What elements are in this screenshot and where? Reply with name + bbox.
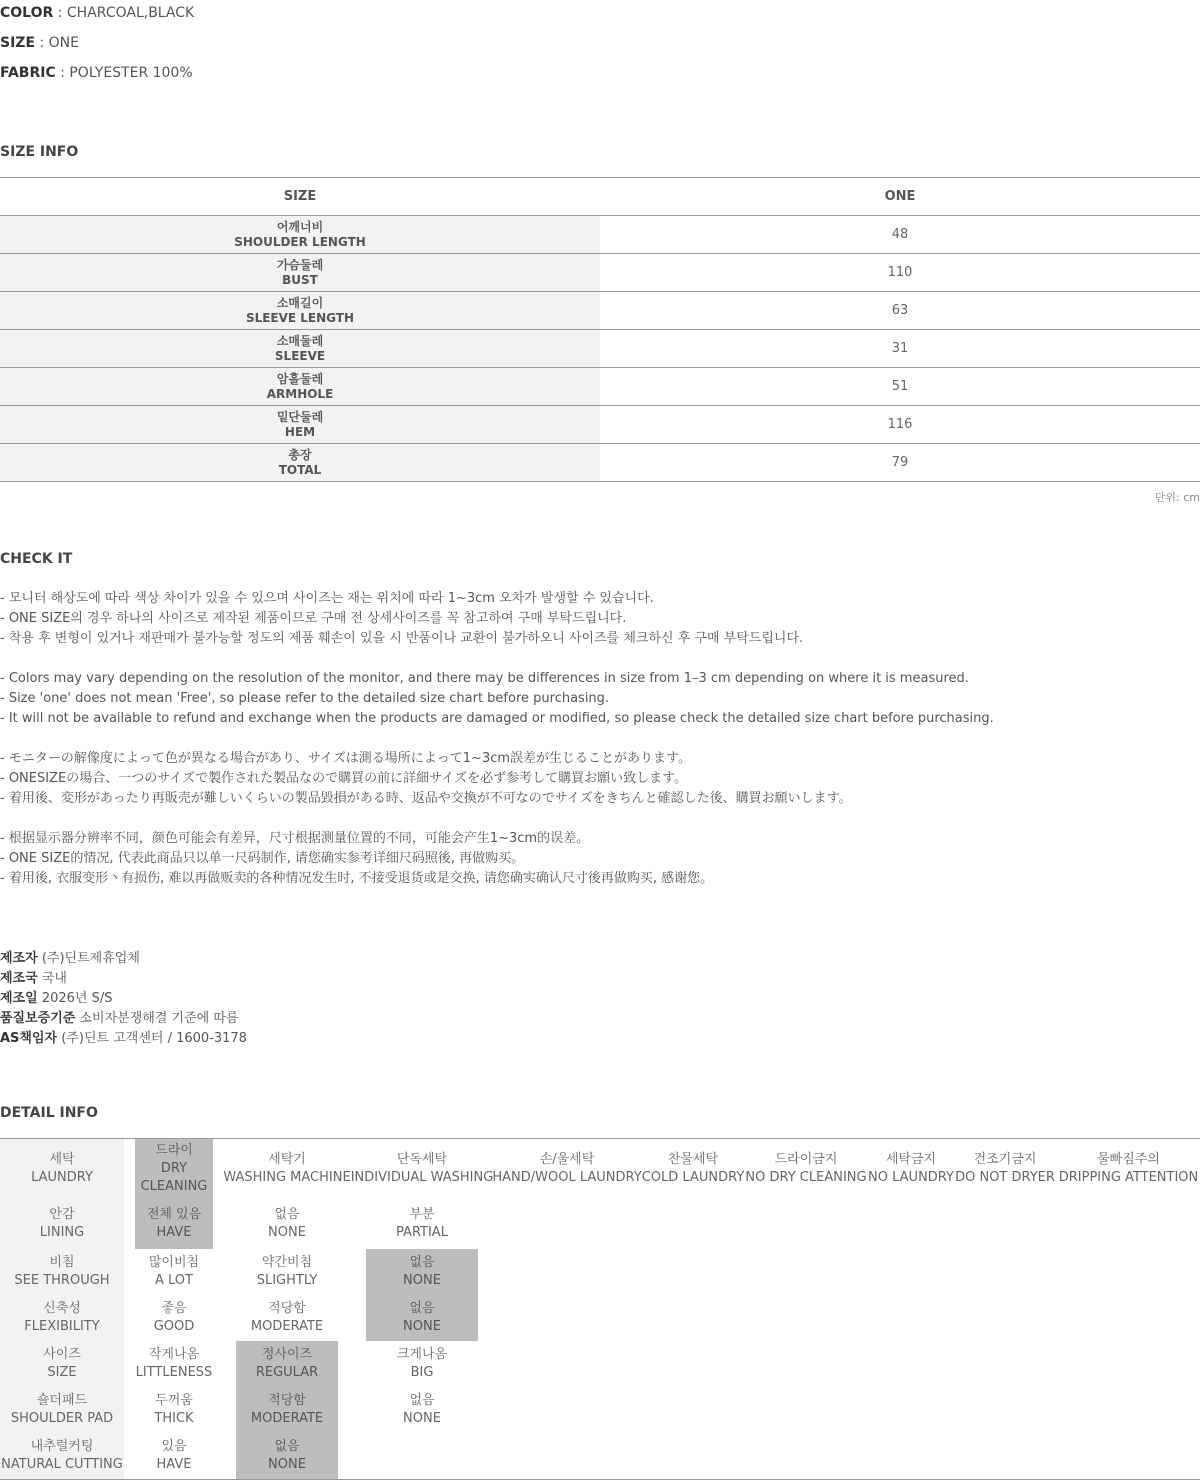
laundry-option-text: 물빠짐주의 xyxy=(1097,1152,1160,1167)
size-row-value: 48 xyxy=(891,227,909,242)
size-row xyxy=(0,330,1200,368)
laundry-label-text: 세탁 xyxy=(49,1152,75,1167)
size-row-label xyxy=(0,254,600,291)
note-line: - 着用後, 衣服变形丶有损伤, 难以再做贩卖的各种情况发生时, 不接受退货或是交换, 请您确实确认尺寸後再做购买, 感谢您。 xyxy=(0,871,714,886)
spec-value: ONE xyxy=(48,35,79,51)
detail-option-text: REGULAR xyxy=(255,1365,319,1380)
laundry-option-text: HAND/WOOL LAUNDRY xyxy=(492,1170,642,1185)
size-row-value: 31 xyxy=(891,341,909,356)
note-line: - 着用後、変形があったり再販売が難しいくらいの製品毀損がある時、返品や交換が不可なのでサイズをきちんと確認した後、購買お願いします。 xyxy=(0,791,852,806)
detail-option xyxy=(366,1199,478,1249)
date-line xyxy=(0,989,113,1009)
spec-size: SIZE : ONE xyxy=(0,35,79,51)
size-row xyxy=(0,368,1200,406)
note-line: - Size 'one' does not mean 'Free', so please refer to the detailed size chart before purchasing. xyxy=(0,691,610,706)
detail-option-text: 크게나옴 xyxy=(396,1347,448,1362)
detail-option-text: 없음 xyxy=(274,1439,300,1454)
size-table xyxy=(0,177,1200,482)
size-row-label-en: SLEEVE LENGTH xyxy=(245,310,355,325)
detail-option-text: NONE xyxy=(268,1225,306,1240)
detail-option-text: HAVE xyxy=(156,1457,192,1472)
size-row-label xyxy=(0,330,600,367)
size-row-label xyxy=(0,292,600,329)
detail-option xyxy=(236,1249,338,1295)
detail-option-text: 없음 xyxy=(409,1255,435,1270)
size-row-label-en: BUST xyxy=(282,272,318,287)
detail-option-text: PARTIAL xyxy=(396,1225,448,1240)
size-row xyxy=(0,254,1200,292)
size-header-value: ONE xyxy=(884,189,916,204)
note-line: - モニターの解像度によって色が異なる場合があり、サイズは測る場所によって1~3cm誤差が生じることがあります。 xyxy=(0,751,691,766)
detail-row-label xyxy=(0,1387,124,1433)
size-row-value: 110 xyxy=(887,265,913,280)
laundry-option xyxy=(224,1139,350,1199)
note-line: - 착용 후 변형이 있거나 재판매가 불가능할 정도의 제품 훼손이 있을 시 반품이나 교환이 불가하오니 사이즈를 체크하신 후 구매 부탁드립니다. xyxy=(0,631,804,646)
size-row-label-ko: 밑단둘레 xyxy=(276,409,324,424)
size-row-label-en: SHOULDER LENGTH xyxy=(234,234,366,249)
warranty-label: 품질보증기준 xyxy=(0,1011,76,1026)
detail-option-text: MODERATE xyxy=(250,1411,324,1426)
as-label: AS책임자 xyxy=(0,1031,58,1046)
detail-option-text: NONE xyxy=(403,1411,441,1426)
detail-option xyxy=(135,1199,213,1249)
laundry-option xyxy=(868,1139,954,1199)
detail-option-text: 부분 xyxy=(409,1207,435,1222)
laundry-option-text: 찬물세탁 xyxy=(667,1152,719,1167)
detail-option xyxy=(236,1387,338,1433)
spec-label: FABRIC xyxy=(0,65,56,81)
laundry-option-text: COLD LAUNDRY xyxy=(641,1170,745,1185)
spec-value: CHARCOAL,BLACK xyxy=(66,5,195,21)
size-row-label-en: ARMHOLE xyxy=(266,386,334,401)
detail-row-label xyxy=(0,1199,124,1249)
date-label: 제조일 xyxy=(0,991,38,1006)
size-header-label: SIZE xyxy=(0,178,600,215)
detail-option-text: A LOT xyxy=(155,1273,193,1288)
detail-option xyxy=(124,1249,224,1295)
size-row-label xyxy=(0,216,600,253)
size-row-label-en: HEM xyxy=(284,424,316,439)
detail-option-text: GOOD xyxy=(153,1319,195,1334)
size-row xyxy=(0,292,1200,330)
detail-option-text: THICK xyxy=(154,1411,194,1426)
laundry-option-text: 단독세탁 xyxy=(396,1152,448,1167)
detail-option-text: NONE xyxy=(268,1457,306,1472)
spec-fabric: FABRIC : POLYESTER 100% xyxy=(0,65,193,81)
laundry-option-text: DRIPPING ATTENTION xyxy=(1058,1170,1199,1185)
country-line xyxy=(0,969,67,989)
warranty-line xyxy=(0,1009,238,1029)
detail-option-text: 전체 있음 xyxy=(146,1207,202,1222)
detail-option-text: 좋음 xyxy=(161,1301,187,1316)
as-value: (주)딘트 고객센터 / 1600-3178 xyxy=(61,1031,247,1046)
detail-row-label-text: SEE THROUGH xyxy=(14,1273,110,1288)
detail-option-text: BIG xyxy=(410,1365,434,1380)
detail-row-label-text: 비침 xyxy=(49,1255,75,1270)
note-line: - ONE SIZE의 경우 하나의 사이즈로 제작된 제품이므로 구매 전 상세사이즈를 꼭 참고하여 구매 부탁드립니다. xyxy=(0,611,627,626)
laundry-option xyxy=(641,1139,745,1199)
size-row xyxy=(0,444,1200,482)
country-label: 제조국 xyxy=(0,971,38,986)
country-value: 국내 xyxy=(41,971,67,986)
size-row-value: 79 xyxy=(891,455,909,470)
spec-color: COLOR : CHARCOAL,BLACK xyxy=(0,5,195,21)
detail-option-text: 정사이즈 xyxy=(261,1347,313,1362)
laundry-option-text: 드라이 xyxy=(155,1143,193,1158)
detail-option xyxy=(366,1341,478,1387)
detail-option xyxy=(124,1387,224,1433)
detail-row-label-text: 안감 xyxy=(49,1207,75,1222)
size-row-label-ko: 가슴둘레 xyxy=(276,257,324,272)
laundry-option xyxy=(494,1139,640,1199)
spec-label: SIZE xyxy=(0,35,36,51)
laundry-option-text: 세탁금지 xyxy=(885,1152,937,1167)
detail-option-text: 없음 xyxy=(409,1301,435,1316)
detail-option-text: LITTLENESS xyxy=(135,1365,213,1380)
manufacturer-value: (주)딘트제휴업체 xyxy=(41,951,140,966)
laundry-option-text: 세탁기 xyxy=(268,1152,306,1167)
detail-option-text: NONE xyxy=(403,1273,441,1288)
size-row-label-ko: 소매둘레 xyxy=(276,333,324,348)
detail-row-label xyxy=(0,1295,124,1341)
laundry-label xyxy=(0,1139,124,1199)
detail-row-label-text: 내추럴커팅 xyxy=(30,1439,94,1454)
laundry-option xyxy=(135,1139,213,1199)
detail-row-label-text: 숄더패드 xyxy=(36,1393,88,1408)
detail-option-text: MODERATE xyxy=(250,1319,324,1334)
size-row xyxy=(0,406,1200,444)
size-row-label-en: TOTAL xyxy=(278,462,322,477)
size-row-label-ko: 소매길이 xyxy=(276,295,324,310)
detail-option xyxy=(236,1199,338,1249)
laundry-option-text: 손/울세탁 xyxy=(539,1152,595,1167)
detail-option xyxy=(366,1387,478,1433)
size-row-label xyxy=(0,368,600,405)
size-row-label xyxy=(0,444,600,481)
size-table-header xyxy=(0,178,1200,216)
date-value: 2026년 S/S xyxy=(41,991,113,1006)
detail-option-text: 작게나옴 xyxy=(148,1347,200,1362)
detail-row-label-text: 신축성 xyxy=(43,1301,81,1316)
detail-row-label-text: SHOULDER PAD xyxy=(10,1411,114,1426)
laundry-option-text: INDIVIDUAL WASHING xyxy=(350,1170,494,1185)
detail-option xyxy=(124,1341,224,1387)
detail-option xyxy=(366,1249,478,1295)
laundry-label-text: LAUNDRY xyxy=(31,1170,93,1185)
laundry-option-text: WASHING MACHINE xyxy=(223,1170,351,1185)
size-row-value: 116 xyxy=(887,417,913,432)
check-it-title: CHECK IT xyxy=(0,551,73,567)
warranty-value: 소비자분쟁해결 기준에 따름 xyxy=(79,1011,239,1026)
detail-option-text: 적당함 xyxy=(268,1393,306,1408)
detail-row-label xyxy=(0,1249,124,1295)
size-row-value: 63 xyxy=(891,303,909,318)
unit-note: 단위: cm xyxy=(1154,491,1200,504)
laundry-option-text: 드라이금지 xyxy=(774,1152,838,1167)
spec-value: POLYESTER 100% xyxy=(69,65,193,81)
note-line: - 모니터 해상도에 따라 색상 차이가 있을 수 있으며 사이즈는 재는 위치에 따라 1~3cm 오차가 발생할 수 있습니다. xyxy=(0,591,654,606)
note-line: - It will not be available to refund and exchange when the products are damaged or modified, so please check the detailed size chart before purchasing. xyxy=(0,711,994,726)
detail-option-text: NONE xyxy=(403,1319,441,1334)
detail-row-label-text: 사이즈 xyxy=(43,1347,81,1362)
size-row-label-en: SLEEVE xyxy=(274,348,326,363)
detail-option-text: 없음 xyxy=(274,1207,300,1222)
detail-option-text: SLIGHTLY xyxy=(256,1273,318,1288)
spec-label: COLOR xyxy=(0,5,54,21)
laundry-option-text: NO LAUNDRY xyxy=(868,1170,954,1185)
detail-option xyxy=(236,1295,338,1341)
laundry-option-text: DRY xyxy=(160,1161,188,1176)
manufacturer-line xyxy=(0,949,140,969)
size-row-label-ko: 총장 xyxy=(288,447,312,462)
size-rows xyxy=(0,216,1200,482)
laundry-option-text: NO DRY CLEANING xyxy=(745,1170,867,1185)
laundry-option xyxy=(746,1139,866,1199)
laundry-option xyxy=(955,1139,1055,1199)
detail-row-label-text: NATURAL CUTTING xyxy=(1,1457,123,1472)
detail-option xyxy=(124,1295,224,1341)
laundry-option xyxy=(1057,1139,1200,1199)
detail-info-title: DETAIL INFO xyxy=(0,1105,98,1121)
laundry-option-text: 건조기금지 xyxy=(973,1152,1037,1167)
detail-option xyxy=(236,1433,338,1479)
detail-row-label xyxy=(0,1433,124,1479)
detail-row-label-text: FLEXIBILITY xyxy=(24,1319,100,1334)
laundry-option-text: CLEANING xyxy=(140,1179,208,1194)
size-info-title: SIZE INFO xyxy=(0,144,79,160)
as-line xyxy=(0,1029,247,1049)
detail-option-text: 두꺼움 xyxy=(155,1393,193,1408)
size-row-value: 51 xyxy=(891,379,909,394)
detail-option xyxy=(236,1341,338,1387)
detail-option-text: 약간비침 xyxy=(261,1255,313,1270)
size-row-label-ko: 암홀둘레 xyxy=(276,371,324,386)
detail-row-label-text: LINING xyxy=(39,1225,85,1240)
note-line: - ONESIZEの場合、一つのサイズで製作された製品なので購買の前に詳細サイズを必ず参考して購買お願い致します。 xyxy=(0,771,688,786)
detail-row-label-text: SIZE xyxy=(47,1365,77,1380)
laundry-option-text: DO NOT DRYER xyxy=(955,1170,1055,1185)
size-row xyxy=(0,216,1200,254)
detail-option-text: HAVE xyxy=(156,1225,192,1240)
detail-option xyxy=(124,1433,224,1479)
detail-option-text: 있음 xyxy=(161,1439,187,1454)
size-row-label-ko: 어깨너비 xyxy=(276,219,324,234)
manufacturer-label: 제조자 xyxy=(0,951,38,966)
note-line: - 根据显示器分辨率不同，颜色可能会有差异，尺寸根据测量位置的不同，可能会产生1~3cm的误差。 xyxy=(0,831,590,846)
note-line: - Colors may vary depending on the resolution of the monitor, and there may be differences in size from 1–3 cm depending on where it is measured. xyxy=(0,671,969,686)
detail-option xyxy=(366,1295,478,1341)
detail-row-label xyxy=(0,1341,124,1387)
note-line: - ONE SIZE的情况, 代表此商品只以单一尺码制作, 请您确实参考详细尺码照後, 再做购买。 xyxy=(0,851,525,866)
detail-option-text: 없음 xyxy=(409,1393,435,1408)
detail-option-text: 적당함 xyxy=(268,1301,306,1316)
size-row-label xyxy=(0,406,600,443)
laundry-option xyxy=(352,1139,492,1199)
detail-option-text: 많이비침 xyxy=(148,1255,200,1270)
